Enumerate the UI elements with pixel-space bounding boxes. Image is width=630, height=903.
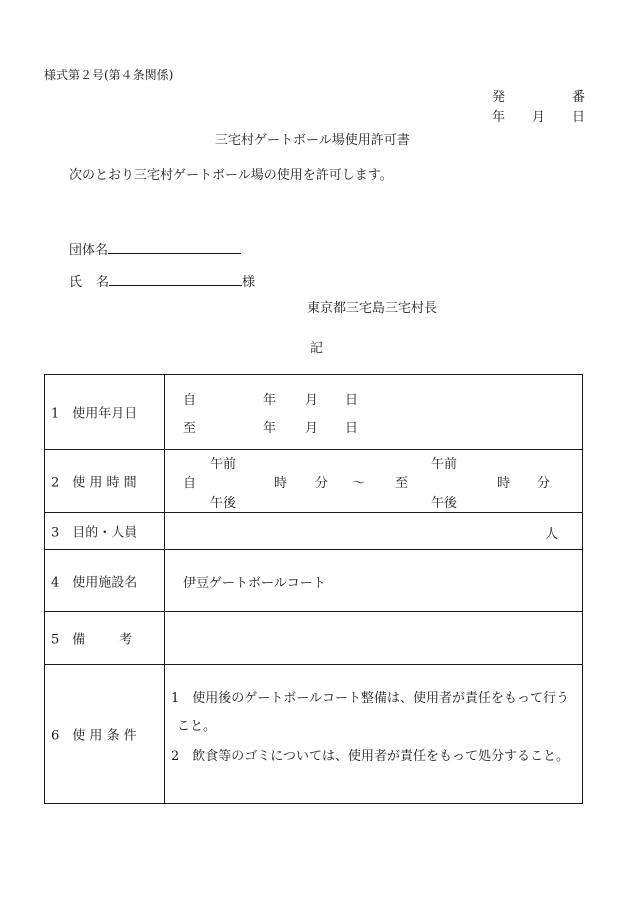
group-name-field	[108, 239, 241, 254]
time-from-am: 午前	[210, 457, 237, 472]
remarks-label-1: 5 備	[51, 632, 86, 648]
permit-table	[44, 374, 583, 804]
facility-value-cell	[165, 550, 583, 612]
time-label-cell	[45, 450, 165, 513]
time-to: 至	[395, 476, 409, 491]
form-number: 様式第２号(第４条関係)	[44, 68, 174, 82]
applicant-name-line	[69, 271, 255, 290]
condition-line-1: 1 使用後のゲートボールコート整備は、使用者が責任をもって行う	[171, 691, 570, 706]
time-to-hour: 時	[497, 476, 511, 491]
condition-line-3: 2 飲食等のゴミについては、使用者が責任をもって処分すること。	[171, 749, 570, 764]
name-label-2: 名	[96, 275, 110, 290]
period-label: 1 使用年月日	[51, 406, 138, 422]
purpose-label-cell	[45, 513, 165, 550]
purpose-people-unit: 人	[545, 527, 559, 542]
time-to-minute: 分	[537, 476, 551, 491]
issue-ban: 番	[572, 90, 586, 105]
group-name-label: 団体名	[69, 243, 109, 258]
remarks-label-2: 考	[119, 632, 133, 648]
time-to-pm: 午後	[431, 496, 458, 511]
issuer-name: 東京都三宅島三宅村長	[307, 301, 438, 316]
time-from-minute: 分	[315, 476, 329, 491]
name-label-1: 氏	[69, 275, 83, 290]
time-value-cell	[165, 450, 583, 513]
facility-label-cell	[45, 550, 165, 612]
group-name-line	[69, 239, 241, 258]
period-label-cell	[45, 375, 165, 450]
period-from-day: 日	[345, 393, 359, 408]
row-time	[45, 450, 583, 513]
document-title: 三宅村ゲートボール場使用許可書	[215, 133, 410, 148]
conditions-label-cell	[45, 665, 165, 804]
remarks-label	[51, 629, 132, 648]
time-tilde: ～	[352, 476, 366, 491]
issue-hatsu: 発	[492, 90, 506, 105]
facility-name: 伊豆ゲートボールコート	[183, 576, 326, 591]
period-value-cell	[165, 375, 583, 450]
period-to-year: 年	[263, 421, 277, 436]
remarks-label-cell	[45, 612, 165, 665]
period-from-year: 年	[263, 393, 277, 408]
time-to-am: 午前	[431, 457, 458, 472]
conditions-label: 6 使 用 条 件	[51, 728, 137, 744]
honorific-sama: 様	[242, 275, 256, 290]
period-from-month: 月	[305, 393, 319, 408]
time-from-pm: 午後	[210, 496, 237, 511]
row-purpose	[45, 513, 583, 550]
time-from: 自	[183, 476, 197, 491]
period-to: 至	[183, 421, 197, 436]
ki-mark: 記	[310, 341, 324, 356]
remarks-value-cell	[165, 612, 583, 665]
purpose-value-cell	[165, 513, 583, 550]
issue-year: 年	[492, 110, 506, 125]
period-from: 自	[183, 393, 197, 408]
intro-text: 次のとおり三宅村ゲートボール場の使用を許可します。	[69, 168, 393, 183]
conditions-value-cell	[165, 665, 583, 804]
row-facility	[45, 550, 583, 612]
facility-label: 4 使用施設名	[51, 575, 138, 590]
period-to-day: 日	[345, 421, 359, 436]
purpose-label: 3 目的・人員	[51, 525, 138, 541]
issue-month: 月	[532, 110, 546, 125]
condition-line-2: こと。	[177, 719, 217, 734]
row-remarks	[45, 612, 583, 665]
row-conditions	[45, 665, 583, 804]
applicant-name-field	[109, 271, 242, 286]
row-period	[45, 375, 583, 450]
issue-day: 日	[572, 110, 586, 125]
time-from-hour: 時	[274, 476, 288, 491]
time-label: 2 使 用 時 間	[51, 475, 137, 491]
period-to-month: 月	[305, 421, 319, 436]
